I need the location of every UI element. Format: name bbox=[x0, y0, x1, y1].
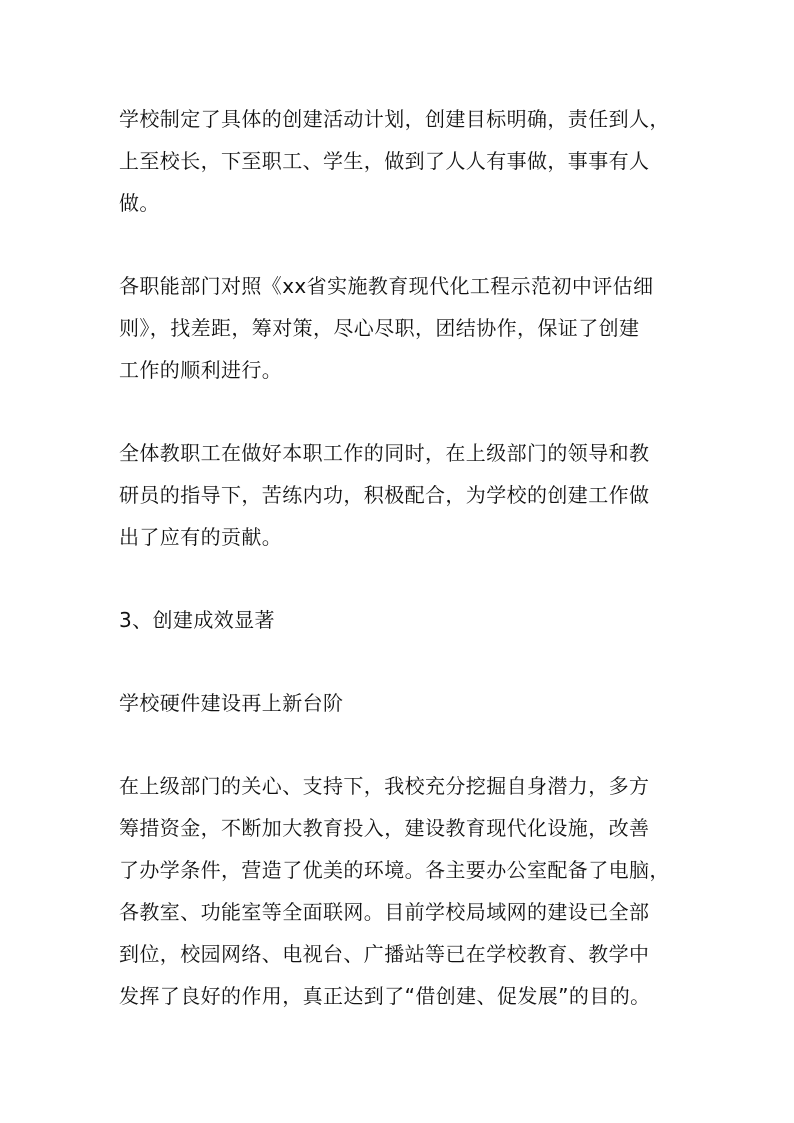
paragraph-plan bbox=[119, 98, 679, 224]
text-line: 则》，找差距，筹对策，尽心尽职，团结协作，保证了创建 bbox=[119, 316, 640, 340]
section-heading bbox=[119, 599, 679, 641]
text-line: 研员的指导下，苦练内功，积极配合，为学校的创建工作做 bbox=[119, 483, 650, 507]
text-line: 做。 bbox=[119, 191, 160, 215]
text-line: 上至校长，下至职工、学生，做到了人人有事做，事事有人 bbox=[119, 149, 650, 173]
document-body bbox=[119, 98, 679, 1058]
text-line: 各教室、功能室等全面联网。目前学校局域网的建设已全部 bbox=[119, 900, 650, 924]
text-line: 3、创建成效显著 bbox=[119, 608, 275, 632]
text-line: 在上级部门的关心、支持下，我校充分挖掘自身潜力，多方 bbox=[119, 774, 650, 798]
text-line: 学校硬件建设再上新台阶 bbox=[119, 691, 344, 715]
text-line: 发挥了良好的作用，真正达到了“借创建、促发展”的目的。 bbox=[119, 984, 651, 1008]
paragraph-hardware bbox=[119, 765, 679, 1017]
text-line: 了办学条件，营造了优美的环境。各主要办公室配备了电脑， bbox=[119, 858, 670, 882]
paragraph-staff bbox=[119, 432, 679, 558]
paragraph-departments bbox=[119, 265, 679, 391]
text-line: 到位，校园网络、电视台、广播站等已在学校教育、教学中 bbox=[119, 942, 650, 966]
text-line: 学校制定了具体的创建活动计划，创建目标明确，责任到人， bbox=[119, 107, 670, 131]
text-line: 筹措资金，不断加大教育投入，建设教育现代化设施，改善 bbox=[119, 816, 650, 840]
text-line: 工作的顺利进行。 bbox=[119, 358, 283, 382]
text-line: 出了应有的贡献。 bbox=[119, 525, 283, 549]
text-line: 全体教职工在做好本职工作的同时，在上级部门的领导和教 bbox=[119, 441, 650, 465]
text-line: 各职能部门对照《xx省实施教育现代化工程示范初中评估细 bbox=[119, 274, 654, 298]
subsection-heading bbox=[119, 682, 679, 724]
